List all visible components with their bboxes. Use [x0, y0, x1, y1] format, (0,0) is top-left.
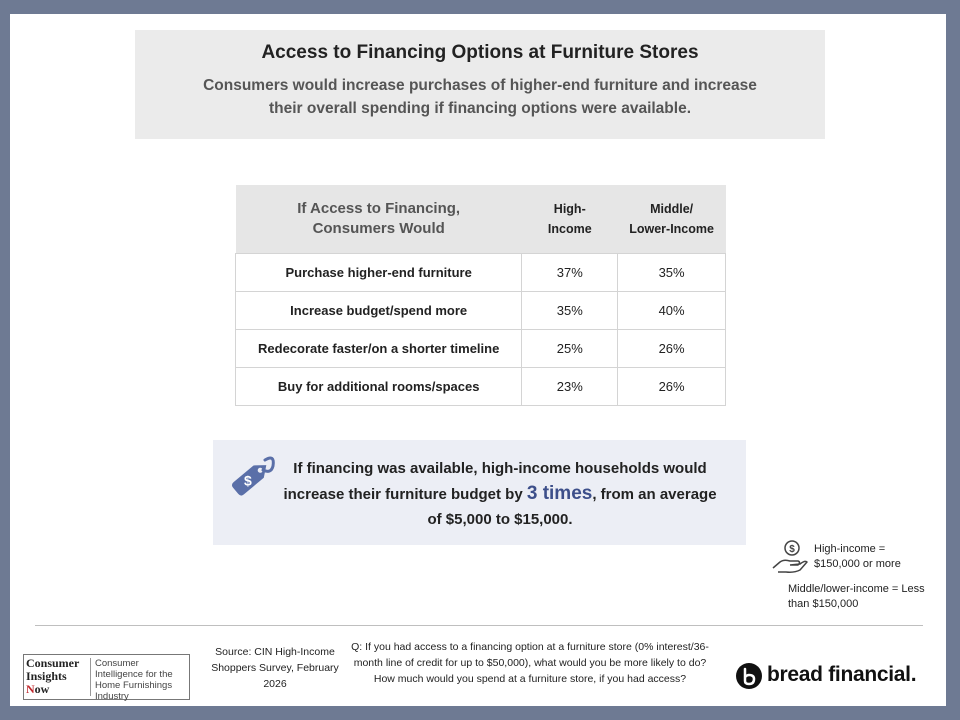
header-box	[135, 30, 825, 139]
row-label: Purchase higher-end furniture	[236, 254, 522, 292]
table-row	[236, 292, 726, 330]
high-income-definition: High-income = $150,000 or more	[814, 543, 901, 570]
row-label: Increase budget/spend more	[236, 292, 522, 330]
row-label: Buy for additional rooms/spaces	[236, 368, 522, 406]
callout-text-before: If financing was available, high-income households would increase their furniture budget by	[283, 460, 707, 503]
mid-income-value: 26%	[618, 330, 726, 368]
high-income-header-line2: Income	[547, 222, 592, 236]
high-income-header	[522, 185, 618, 254]
mid-income-header-line2: Lower-Income	[629, 222, 714, 236]
mid-income-value: 40%	[618, 292, 726, 330]
bread-financial-logo	[736, 662, 936, 692]
callout-text-after: , from an average of $5,000 to $15,000.	[427, 486, 717, 528]
cin-logo-line3: ow	[34, 682, 50, 696]
high-income-value: 37%	[522, 254, 618, 292]
question-header-line2: Consumers Would	[312, 220, 445, 237]
question-header-line1: If Access to Financing,	[297, 200, 461, 217]
table-header-row	[236, 185, 726, 254]
cin-logo-wordmark	[26, 657, 88, 696]
high-income-value: 25%	[522, 330, 618, 368]
high-income-header-line1: High-	[553, 202, 586, 216]
cin-logo-line2: Insights	[26, 669, 67, 683]
mid-income-value: 26%	[618, 368, 726, 406]
bread-financial-wordmark	[767, 663, 916, 687]
mid-income-header	[618, 185, 726, 254]
page-subtitle: Consumers would increase purchases of higher-end furniture and increase their overall spending if financing options were available.	[203, 77, 757, 117]
table-row	[236, 368, 726, 406]
price-tag-dollar-icon	[221, 448, 281, 508]
mid-income-header-line1: Middle/	[650, 202, 694, 216]
bread-logo-mark-icon	[736, 663, 762, 689]
footer-divider	[35, 625, 923, 626]
svg-text:$: $	[244, 472, 252, 489]
bread-brand-name: bread financial	[767, 663, 911, 686]
page-title: Access to Financing Options at Furniture Stores	[261, 42, 699, 63]
cin-logo-tagline: Consumer Intelligence for the Home Furnishings Industry	[90, 658, 188, 696]
source-note: Source: CIN High-Income Shoppers Survey, February 2026	[211, 646, 339, 690]
bread-loop-icon	[736, 663, 762, 689]
table-row	[236, 254, 726, 292]
financing-table	[235, 185, 726, 406]
row-label: Redecorate faster/on a shorter timeline	[236, 330, 522, 368]
mid-income-definition: Middle/lower-income = Less than $150,000	[788, 583, 925, 610]
slide	[10, 14, 946, 706]
callout-highlight: 3 times	[526, 483, 593, 504]
hand-coin-icon	[770, 538, 808, 576]
bread-brand-mark: .	[910, 663, 917, 686]
survey-question: Q: If you had access to a financing option at a furniture store (0% interest/36-month line of credit for up to $50,000), what would you be more likely to do? How much would you spend at a furniture store, if you had access?	[351, 641, 709, 685]
table-row	[236, 330, 726, 368]
question-header	[236, 185, 522, 254]
callout-box	[213, 440, 746, 545]
svg-text:$: $	[789, 544, 795, 555]
high-income-value: 23%	[522, 368, 618, 406]
cin-logo-n: N	[26, 682, 35, 696]
cin-logo	[23, 654, 190, 700]
callout-text	[275, 456, 725, 532]
mid-income-value: 35%	[618, 254, 726, 292]
cin-logo-line1: Consumer	[26, 656, 80, 670]
high-income-value: 35%	[522, 292, 618, 330]
